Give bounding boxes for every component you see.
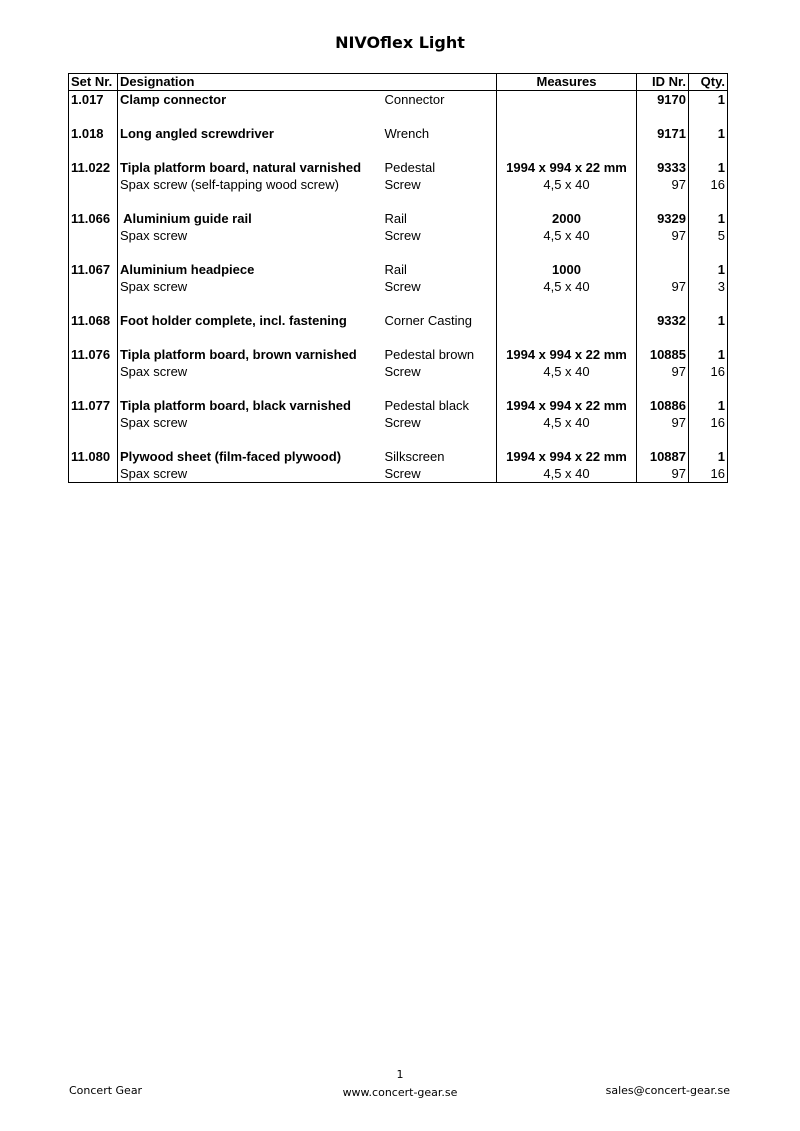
id-nr-cell: 9333 (637, 159, 689, 176)
spacer-row (69, 380, 728, 397)
table-row (69, 363, 728, 380)
set-nr-cell: 11.066 (69, 210, 118, 227)
empty-cell (497, 431, 637, 448)
type-cell: Screw (384, 466, 421, 481)
empty-cell (69, 244, 118, 261)
id-nr-cell (637, 261, 689, 278)
empty-cell (69, 193, 118, 210)
qty-cell: 1 (689, 312, 728, 329)
id-nr-cell: 97 (637, 414, 689, 431)
set-nr-cell (69, 414, 118, 431)
designation-cell: Aluminium headpiece (118, 261, 383, 278)
measures-cell: 1994 x 994 x 22 mm (497, 397, 637, 414)
spacer-row (69, 431, 728, 448)
designation-cell: Spax screw (118, 465, 383, 483)
id-nr-cell: 10885 (637, 346, 689, 363)
spacer-row (69, 193, 728, 210)
measures-cell: 1000 (497, 261, 637, 278)
designation-cell: Foot holder complete, incl. fastening (118, 312, 383, 329)
table-row (69, 414, 728, 431)
set-nr-cell: 11.067 (69, 261, 118, 278)
empty-cell (69, 142, 118, 159)
type-cell: Rail (384, 211, 407, 226)
empty-cell (118, 329, 383, 346)
empty-cell (118, 193, 383, 210)
qty-cell: 5 (689, 227, 728, 244)
empty-cell (689, 380, 728, 397)
table-header-row (69, 74, 728, 91)
qty-cell: 1 (689, 125, 728, 142)
qty-cell: 16 (689, 363, 728, 380)
empty-cell (637, 295, 689, 312)
table-row (69, 448, 728, 465)
designation-cell: Spax screw (self-tapping wood screw) (118, 176, 383, 193)
measures-cell: 4,5 x 40 (497, 278, 637, 295)
type-cell: Screw (384, 279, 421, 294)
qty-cell: 1 (689, 346, 728, 363)
set-nr-cell (69, 465, 118, 483)
qty-cell: 16 (689, 176, 728, 193)
empty-cell (637, 244, 689, 261)
page-title: NIVOflex Light (335, 33, 465, 52)
empty-cell (69, 329, 118, 346)
qty-cell: 16 (689, 465, 728, 483)
measures-cell: 4,5 x 40 (497, 227, 637, 244)
qty-cell: 1 (689, 397, 728, 414)
designation-cell: Plywood sheet (film-faced plywood) (118, 448, 383, 465)
id-nr-cell: 10886 (637, 397, 689, 414)
type-cell: Corner Casting (384, 313, 472, 328)
designation-cell: Aluminium guide rail (118, 210, 383, 227)
header-qty: Qty. (689, 74, 728, 91)
set-nr-cell: 11.076 (69, 346, 118, 363)
id-nr-cell: 9171 (637, 125, 689, 142)
id-nr-cell: 97 (637, 465, 689, 483)
id-nr-cell: 9329 (637, 210, 689, 227)
table-row (69, 312, 728, 329)
set-nr-cell: 11.022 (69, 159, 118, 176)
empty-cell (689, 244, 728, 261)
empty-cell (637, 142, 689, 159)
empty-cell (689, 329, 728, 346)
spacer-row (69, 295, 728, 312)
empty-cell (689, 295, 728, 312)
table-row (69, 176, 728, 193)
empty-cell (637, 380, 689, 397)
set-nr-cell: 11.077 (69, 397, 118, 414)
table-row (69, 210, 728, 227)
empty-cell (69, 431, 118, 448)
type-cell: Pedestal black (384, 398, 470, 413)
designation-cell: Tipla platform board, natural varnished (118, 159, 383, 176)
parts-table (68, 73, 728, 483)
set-nr-cell (69, 363, 118, 380)
measures-cell: 2000 (497, 210, 637, 227)
id-nr-cell: 97 (637, 227, 689, 244)
set-nr-cell (69, 278, 118, 295)
qty-cell: 1 (689, 448, 728, 465)
designation-cell: Spax screw (118, 227, 383, 244)
id-nr-cell: 97 (637, 278, 689, 295)
empty-cell (118, 108, 383, 125)
id-nr-cell: 9170 (637, 91, 689, 109)
id-nr-cell: 97 (637, 176, 689, 193)
measures-cell: 4,5 x 40 (497, 363, 637, 380)
empty-cell (497, 380, 637, 397)
empty-cell (497, 244, 637, 261)
page-number: 1 (396, 1068, 404, 1081)
parts-table-body (69, 91, 728, 483)
set-nr-cell (69, 176, 118, 193)
type-cell: Screw (384, 228, 421, 243)
qty-cell: 1 (689, 210, 728, 227)
header-measures: Measures (497, 74, 637, 91)
table-row (69, 397, 728, 414)
empty-cell (497, 329, 637, 346)
type-cell: Connector (384, 92, 445, 107)
designation-cell: Tipla platform board, black varnished (118, 397, 383, 414)
empty-cell (383, 193, 497, 210)
type-cell: Pedestal brown (384, 347, 475, 362)
set-nr-cell: 11.068 (69, 312, 118, 329)
table-row (69, 278, 728, 295)
header-designation: Designation (118, 74, 497, 91)
qty-cell: 1 (689, 159, 728, 176)
measures-cell: 1994 x 994 x 22 mm (497, 346, 637, 363)
empty-cell (118, 142, 383, 159)
footer-company: Concert Gear (69, 1084, 143, 1097)
designation-cell: Long angled screwdriver (118, 125, 383, 142)
designation-cell: Clamp connector (118, 91, 383, 109)
header-set-nr: Set Nr. (69, 74, 118, 91)
qty-cell: 3 (689, 278, 728, 295)
type-cell: Pedestal (384, 160, 436, 175)
type-cell: Rail (384, 262, 407, 277)
header-id-nr: ID Nr. (637, 74, 689, 91)
empty-cell (118, 295, 383, 312)
measures-cell: 4,5 x 40 (497, 414, 637, 431)
table-row (69, 227, 728, 244)
empty-cell (69, 380, 118, 397)
empty-cell (637, 108, 689, 125)
type-cell: Screw (384, 177, 421, 192)
empty-cell (497, 108, 637, 125)
designation-cell: Spax screw (118, 278, 383, 295)
measures-cell: 4,5 x 40 (497, 176, 637, 193)
id-nr-cell: 9332 (637, 312, 689, 329)
type-cell: Silkscreen (384, 449, 445, 464)
empty-cell (689, 431, 728, 448)
set-nr-cell: 1.017 (69, 91, 118, 109)
spacer-row (69, 142, 728, 159)
measures-cell (497, 312, 637, 329)
type-cell: Screw (384, 364, 421, 379)
table-row (69, 346, 728, 363)
designation-cell: Tipla platform board, brown varnished (118, 346, 383, 363)
set-nr-cell: 11.080 (69, 448, 118, 465)
empty-cell (637, 431, 689, 448)
table-row (69, 465, 728, 483)
footer-website[interactable]: www.concert-gear.se (342, 1086, 458, 1099)
type-cell: Wrench (384, 126, 430, 141)
qty-cell: 1 (689, 261, 728, 278)
empty-cell (383, 380, 497, 397)
type-cell: Screw (384, 415, 421, 430)
measures-cell: 1994 x 994 x 22 mm (497, 159, 637, 176)
empty-cell (497, 295, 637, 312)
empty-cell (118, 380, 383, 397)
empty-cell (118, 244, 383, 261)
measures-cell: 1994 x 994 x 22 mm (497, 448, 637, 465)
set-nr-cell (69, 227, 118, 244)
table-row (69, 91, 728, 109)
empty-cell (383, 431, 497, 448)
empty-cell (383, 142, 497, 159)
qty-cell: 1 (689, 91, 728, 109)
qty-cell: 16 (689, 414, 728, 431)
empty-cell (689, 193, 728, 210)
id-nr-cell: 10887 (637, 448, 689, 465)
spacer-row (69, 244, 728, 261)
id-nr-cell: 97 (637, 363, 689, 380)
empty-cell (383, 108, 497, 125)
table-row (69, 159, 728, 176)
table-row (69, 125, 728, 142)
empty-cell (497, 193, 637, 210)
measures-cell: 4,5 x 40 (497, 465, 637, 483)
designation-cell: Spax screw (118, 363, 383, 380)
spacer-row (69, 329, 728, 346)
empty-cell (383, 329, 497, 346)
empty-cell (637, 329, 689, 346)
set-nr-cell: 1.018 (69, 125, 118, 142)
footer-email[interactable]: sales@concert-gear.se (605, 1084, 730, 1097)
empty-cell (69, 295, 118, 312)
empty-cell (383, 244, 497, 261)
empty-cell (383, 295, 497, 312)
table-row (69, 261, 728, 278)
empty-cell (497, 142, 637, 159)
spacer-row (69, 108, 728, 125)
empty-cell (689, 108, 728, 125)
designation-cell: Spax screw (118, 414, 383, 431)
empty-cell (69, 108, 118, 125)
empty-cell (637, 193, 689, 210)
empty-cell (689, 142, 728, 159)
measures-cell (497, 125, 637, 142)
empty-cell (118, 431, 383, 448)
measures-cell (497, 91, 637, 109)
